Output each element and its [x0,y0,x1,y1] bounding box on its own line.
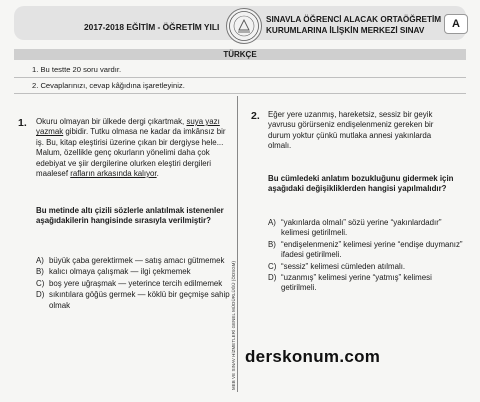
question-1-prompt: Bu metinde altı çizili sözlerle anlatılmak istenenler aşağıdakilerin hangisinde sırasıyla verilmiştir? [36,206,224,226]
answer-option[interactable] [268,240,464,261]
option-text: boş yere uğraşmak — yeterince tercih edilmemek [49,278,223,288]
underlined-phrase: suya yazı yazmak [36,117,220,137]
answer-option[interactable] [36,267,236,277]
answer-option[interactable] [268,218,464,239]
option-letter: B) [268,239,276,249]
question-1-stem [36,117,231,179]
answer-option[interactable] [268,273,464,294]
option-letter: D) [268,273,277,283]
option-text: büyük çaba gerektirmek — satış amacı gütmemek [49,256,225,265]
option-letter: A) [36,256,44,265]
stem-text: . [156,169,159,179]
answer-option[interactable] [36,290,236,311]
option-text: “uzanmış” kelimesi yerine “yatmış” kelimesi getirilmeli. [281,273,432,293]
option-letter: B) [36,267,44,277]
option-letter: D) [36,290,45,300]
option-letter: C) [36,278,45,288]
answer-option[interactable] [36,279,236,289]
exam-title [266,14,441,36]
column-divider [237,96,238,392]
side-note: MEB VE SINAV HİZMETLERİ GENEL MÜDÜRLÜĞÜ (ÖDSGM) [231,260,236,390]
option-letter: C) [268,261,277,271]
instruction-item: 2. Cevaplarınızı, cevap kâğıdına işaretleyiniz. [14,78,466,94]
question-2-options [268,218,464,295]
underlined-phrase: rafların arkasında kalıyor [70,169,157,179]
question-2-stem: Eğer yere uzanmış, hareketsiz, sessiz bir geyik yavrusu görürseniz endişelenmeniz gereken bir durum yoktur çünkü mutlaka annesi yakınlarda olmalı. [268,110,434,151]
option-text: “endişelenmeniz” kelimesi yerine “endişe duymanız” ifadesi getirilmeli. [281,239,463,260]
exam-header [14,6,466,40]
exam-title-line2: KURUMLARINA İLİŞKİN MERKEZİ SINAV [266,26,425,35]
option-letter: A) [268,218,276,227]
option-text: “sessiz” kelimesi cümleden atılmalı. [281,261,406,271]
question-2-prompt: Bu cümledeki anlatım bozukluğunu gidermek için aşağıdaki değişikliklerden hangisi yapılmalıdır? [268,174,454,194]
stem-text: Okuru olmayan bir ülkede dergi çıkartmak, [36,117,187,126]
option-text: “yakınlarda olmalı” sözü yerine “yakınlardadır” kelimesi getirilmeli. [281,218,442,238]
exam-title-line1: SINAVLA ÖĞRENCİ ALACAK ORTAÖĞRETİM [266,15,442,24]
option-text: kalıcı olmaya çalışmak — ilgi çekmemek [49,267,191,277]
instructions [14,62,466,94]
question-number: 1. [18,117,27,129]
ministry-seal-icon [226,8,262,44]
question-1-options [36,256,236,312]
answer-option[interactable] [268,262,464,272]
subject-title: TÜRKÇE [14,49,466,60]
option-text: sıkıntılara göğüs germek — köklü bir geçmişe sahip olmak [49,290,230,310]
site-watermark: derskonum.com [245,347,381,366]
answer-option[interactable] [36,256,236,266]
booklet-type-badge: A [444,14,468,34]
question-number: 2. [251,110,260,122]
stem-text: gibidir. Tutku olmasa ne kadar da imkânsız bir iş. Bu, kitap eleştirisi üzerine çıkan bir dergiyse hele... Malum, özellikle genç okurların yönelimi daha çok edebiyat ve şiir dergilerine olurken eleştiri dergileri maalesef [36,127,226,179]
school-year: 2017-2018 EĞİTİM - ÖĞRETİM YILI [84,22,220,32]
instruction-item: 1. Bu testte 20 soru vardır. [14,62,466,78]
